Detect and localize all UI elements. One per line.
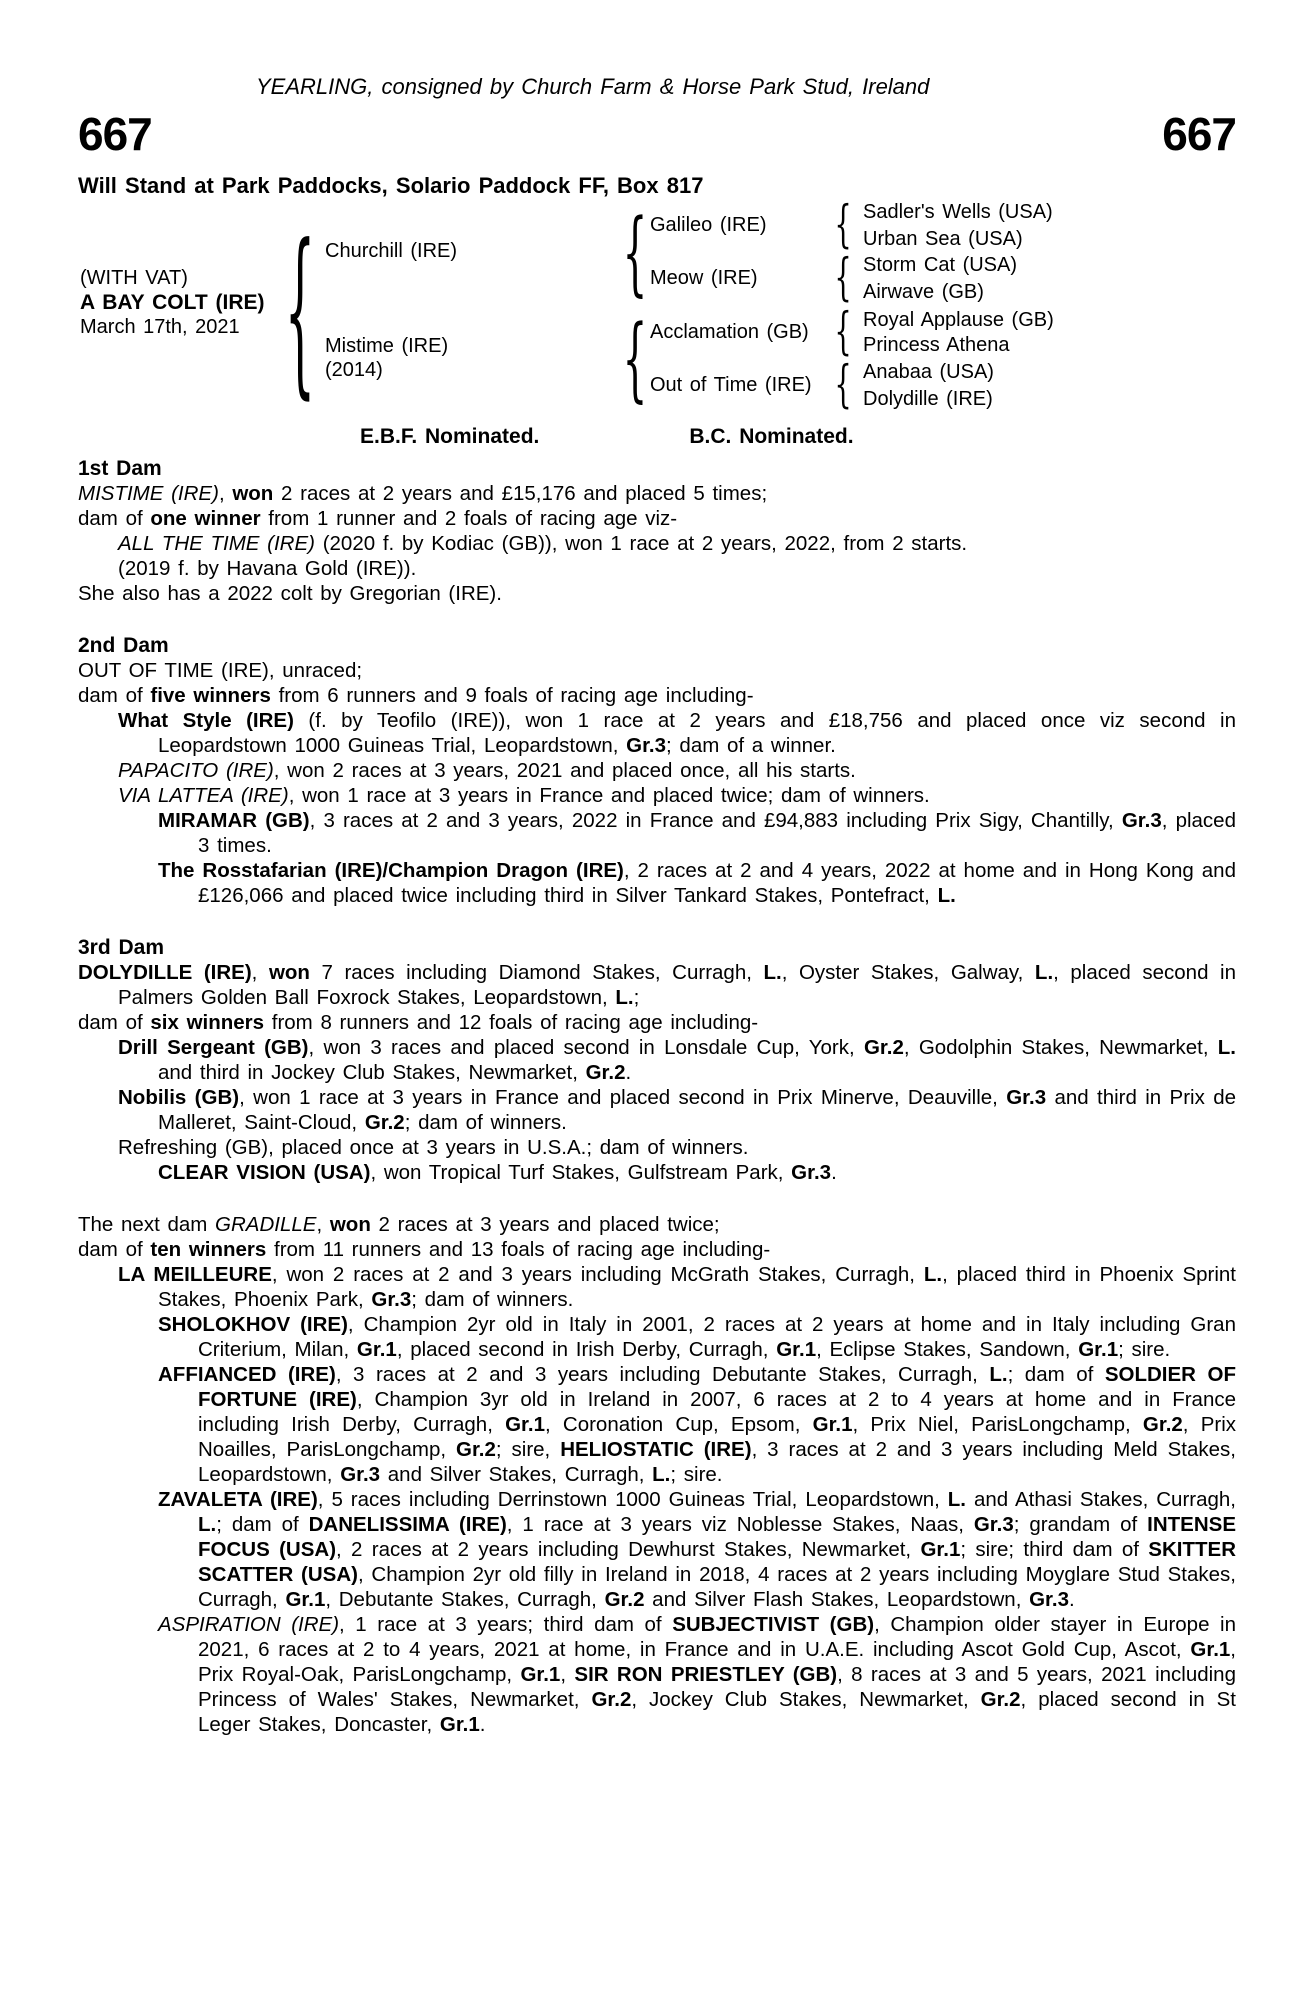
pedigree-main-brace-icon <box>285 220 316 399</box>
grandparent-name: Anabaa (USA) <box>863 361 994 383</box>
grandparent-brace-icon <box>834 307 851 358</box>
grandparent-name: Princess Athena <box>863 334 1010 356</box>
dam-text-paragraph: dam of ten winners from 11 runners and 13 foals of racing age including- <box>78 1238 771 1261</box>
dam-text-paragraph: dam of one winner from 1 runner and 2 foals of racing age viz- <box>78 507 678 530</box>
ebf-nominated-label: E.B.F. Nominated. <box>360 425 540 448</box>
dam-text-paragraph: AFFIANCED (IRE), 3 races at 2 and 3 years including Debutante Stakes, Curragh, L.; dam of SOLDIER OF FORTUNE (IRE), Champion 3yr old in Ireland in 2007, 6 races at 2 to 4 years at home and in France including Irish Derby, Curragh, Gr.1, Coronation Cup, Epsom, Gr.1, Prix Niel, ParisLongchamp, Gr.2, Prix Noailles, ParisLongchamp, Gr.2; sire, HELIOSTATIC (IRE), 3 races at 2 and 3 years including Meld Stakes, Leopardstown, Gr.3 and Silver Stakes, Curragh, L.; sire. <box>158 1363 1237 1486</box>
stand-location-line: Will Stand at Park Paddocks, Solario Paddock FF, Box 817 <box>78 173 704 198</box>
sire-parents-brace-icon <box>623 206 648 298</box>
first-dam-heading: 1st Dam <box>78 457 162 480</box>
grandparent-brace-icon <box>834 200 851 251</box>
grandparent-name: Urban Sea (USA) <box>863 228 1023 250</box>
dam-text-paragraph: CLEAR VISION (USA), won Tropical Turf Stakes, Gulfstream Park, Gr.3. <box>158 1161 837 1184</box>
third-dam-section <box>78 935 1236 1185</box>
lot-number-right: 667 <box>1162 108 1236 160</box>
foal-date: March 17th, 2021 <box>80 316 240 338</box>
dam-text-paragraph: dam of five winners from 6 runners and 9 foals of racing age including- <box>78 684 754 707</box>
first-dam-section <box>78 456 1236 606</box>
dam-text-paragraph: MISTIME (IRE), won 2 races at 2 years and £15,176 and placed 5 times; <box>78 482 768 505</box>
sire-dam-name: Meow (IRE) <box>650 267 758 289</box>
dam-sire-name: Acclamation (GB) <box>650 321 809 343</box>
dam-text-paragraph: (2019 f. by Havana Gold (IRE)). <box>118 557 417 580</box>
dam-text-paragraph: ALL THE TIME (IRE) (2020 f. by Kodiac (GB)), won 1 race at 2 years, 2022, from 2 starts. <box>118 532 968 555</box>
consignor-line: YEARLING, consigned by Church Farm & Horse Park Stud, Ireland <box>256 74 930 99</box>
dam-text-paragraph: ZAVALETA (IRE), 5 races including Derrinstown 1000 Guineas Trial, Leopardstown, L. and Athasi Stakes, Curragh, L.; dam of DANELISSIMA (IRE), 1 race at 3 years viz Noblesse Stakes, Naas, Gr.3; grandam of INTENSE FOCUS (USA), 2 races at 2 years including Dewhurst Stakes, Newmarket, Gr.1; sire; third dam of SKITTER SCATTER (USA), Champion 2yr old filly in Ireland in 2018, 4 races at 2 years including Moyglare Stud Stakes, Curragh, Gr.1, Debutante Stakes, Curragh, Gr.2 and Silver Flash Stakes, Leopardstown, Gr.3. <box>158 1488 1236 1611</box>
grandparent-name: Storm Cat (USA) <box>863 254 1018 276</box>
grandparent-brace-icon <box>834 360 851 411</box>
dam-text-paragraph: SHOLOKHOV (IRE), Champion 2yr old in Italy in 2001, 2 races at 2 years at home and in Italy including Gran Criterium, Milan, Gr.1, placed second in Irish Derby, Curragh, Gr.1, Eclipse Stakes, Sandown, Gr.1; sire. <box>158 1313 1236 1361</box>
grandparent-name: Dolydille (IRE) <box>863 388 993 410</box>
dam-text-paragraph: dam of six winners from 8 runners and 12 foals of racing age including- <box>78 1011 759 1034</box>
dam-text-paragraph: The next dam GRADILLE, won 2 races at 3 years and placed twice; <box>78 1213 720 1236</box>
dam-text-paragraph: ASPIRATION (IRE), 1 race at 3 years; third dam of SUBJECTIVIST (GB), Champion older stayer in Europe in 2021, 6 races at 2 to 4 years, 2021 at home, in France and in U.A.E. including Ascot Gold Cup, Ascot, Gr.1, Prix Royal-Oak, ParisLongchamp, Gr.1, SIR RON PRIESTLEY (GB), 8 races at 3 and 5 years, 2021 including Princess of Wales' Stakes, Newmarket, Gr.2, Jockey Club Stakes, Newmarket, Gr.2, placed second in St Leger Stakes, Doncaster, Gr.1. <box>158 1613 1236 1736</box>
third-dam-heading: 3rd Dam <box>78 936 165 959</box>
dam-text-paragraph: The Rosstafarian (IRE)/Champion Dragon (IRE), 2 races at 2 and 4 years, 2022 at home and in Hong Kong and £126,066 and placed twice including third in Silver Tankard Stakes, Pontefract, L. <box>158 859 1236 907</box>
dam-parents-brace-icon <box>623 312 648 404</box>
sire-name: Churchill (IRE) <box>325 240 458 262</box>
horse-description: A BAY COLT (IRE) <box>80 291 265 314</box>
dam-dam-name: Out of Time (IRE) <box>650 374 812 396</box>
second-dam-section <box>78 633 1236 908</box>
dam-text-paragraph: DOLYDILLE (IRE), won 7 races including Diamond Stakes, Curragh, L., Oyster Stakes, Galway, L., placed second in Palmers Golden Ball Foxrock Stakes, Leopardstown, L.; <box>78 961 1236 1009</box>
next-dam-section <box>78 1212 1236 1737</box>
dam-text-paragraph: Refreshing (GB), placed once at 3 years in U.S.A.; dam of winners. <box>118 1136 749 1159</box>
dam-text-paragraph: PAPACITO (IRE), won 2 races at 3 years, 2021 and placed once, all his starts. <box>118 759 856 782</box>
grandparent-brace-icon <box>834 253 851 304</box>
grandparent-name: Airwave (GB) <box>863 281 984 303</box>
nominations-line <box>360 424 1236 449</box>
second-dam-heading: 2nd Dam <box>78 634 169 657</box>
dam-year: (2014) <box>325 359 383 381</box>
dam-text-paragraph: Drill Sergeant (GB), won 3 races and placed second in Lonsdale Cup, York, Gr.2, Godolphin Stakes, Newmarket, L. and third in Jockey Club Stakes, Newmarket, Gr.2. <box>118 1036 1236 1084</box>
sire-sire-name: Galileo (IRE) <box>650 214 767 236</box>
dam-text-paragraph: What Style (IRE) (f. by Teofilo (IRE)), won 1 race at 2 years and £18,756 and placed once viz second in Leopardstown 1000 Guineas Trial, Leopardstown, Gr.3; dam of a winner. <box>118 709 1236 757</box>
grandparent-name: Sadler's Wells (USA) <box>863 201 1053 223</box>
dam-text-paragraph: OUT OF TIME (IRE), unraced; <box>78 659 363 682</box>
dam-text-paragraph: VIA LATTEA (IRE), won 1 race at 3 years in France and placed twice; dam of winners. <box>118 784 930 807</box>
dam-text-paragraph: She also has a 2022 colt by Gregorian (IRE). <box>78 582 502 605</box>
lot-number-left: 667 <box>78 108 152 160</box>
dam-name: Mistime (IRE) <box>325 335 449 357</box>
bc-nominated-label: B.C. Nominated. <box>689 425 854 448</box>
vat-note: (WITH VAT) <box>80 267 188 289</box>
dam-text-paragraph: Nobilis (GB), won 1 race at 3 years in France and placed second in Prix Minerve, Deauville, Gr.3 and third in Prix de Malleret, Saint-Cloud, Gr.2; dam of winners. <box>118 1086 1237 1134</box>
lot-number-row <box>78 108 1236 160</box>
dam-text-paragraph: MIRAMAR (GB), 3 races at 2 and 3 years, 2022 in France and £94,883 including Prix Sigy, Chantilly, Gr.3, placed 3 times. <box>158 809 1236 857</box>
grandparent-name: Royal Applause (GB) <box>863 309 1054 331</box>
pedigree-chart <box>78 200 1236 412</box>
dam-text-paragraph: LA MEILLEURE, won 2 races at 2 and 3 years including McGrath Stakes, Curragh, L., placed third in Phoenix Sprint Stakes, Phoenix Park, Gr.3; dam of winners. <box>118 1263 1237 1311</box>
